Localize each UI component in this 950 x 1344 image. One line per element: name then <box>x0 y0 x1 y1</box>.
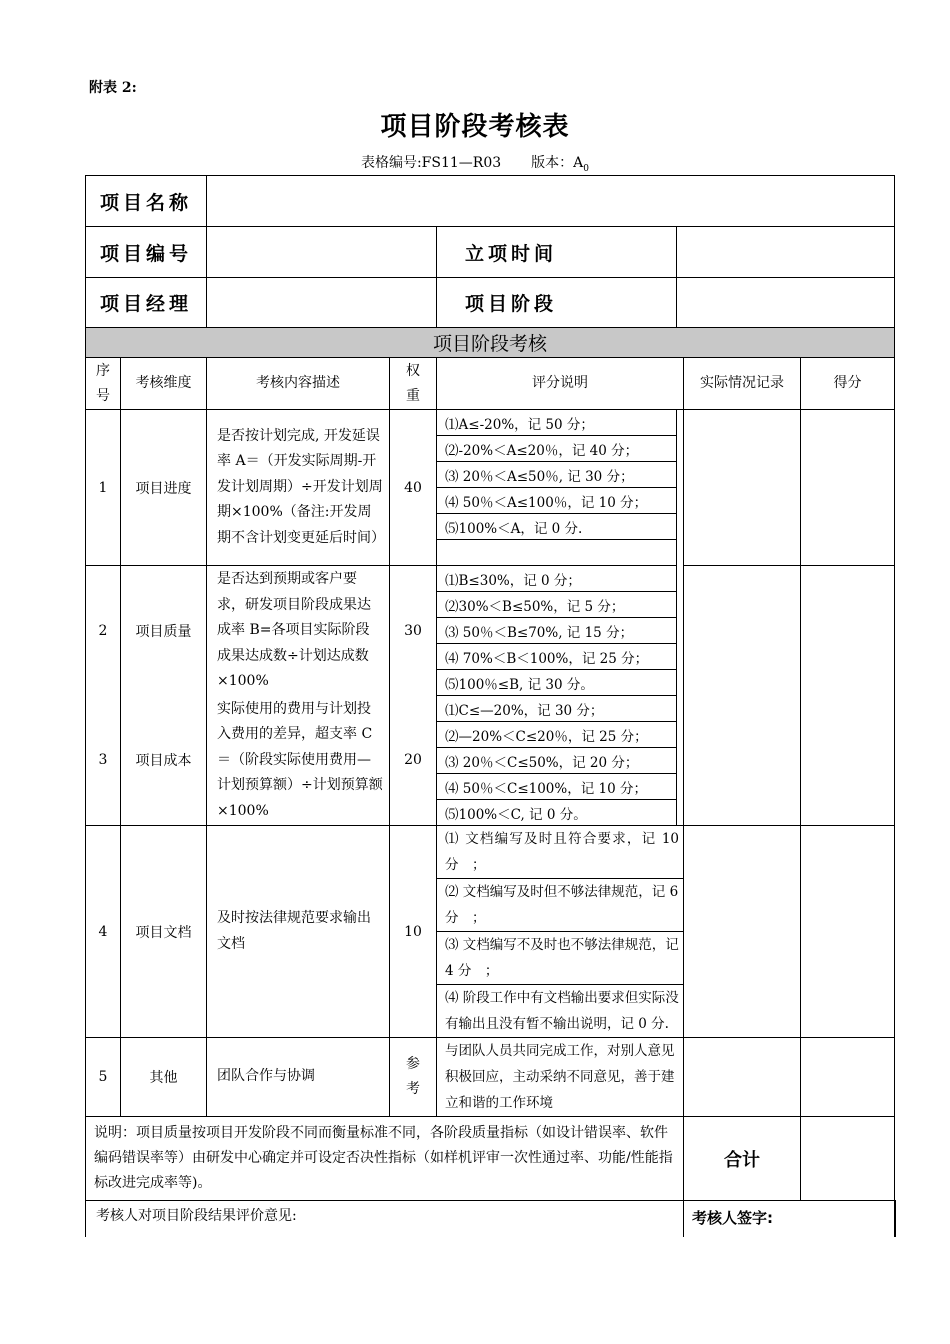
header-dimension: 考核维度 <box>121 358 207 410</box>
header-seq: 序号 <box>86 358 121 410</box>
row5-score-cell[interactable] <box>801 1038 895 1117</box>
section-title: 项目阶段考核 <box>86 328 895 358</box>
assessment-note: 说明：项目质量按项目开发阶段不同而衡量标准不同，各阶段质量指标（如设计错误率、软件编码错误率等）由研发中心确定并可设定否决性指标（如样机评审一次性通过率、功能/性能指标改进完成率等)。 <box>86 1117 684 1201</box>
row1-scoring-5: ⑸100%＜A，记 0 分. <box>437 514 677 540</box>
row3-description: 实际使用的费用与计划投入费用的差异，超支率 C＝（阶段实际使用费用—计划预算额）÷计划预算额×100% <box>207 696 390 826</box>
row1-scoring-1: ⑴A≤-20%，记 50 分； <box>437 410 677 436</box>
form-title: 项目阶段考核表 <box>380 112 570 142</box>
row4-scoring-2: ⑵ 文档编写及时但不够法律规范，记 6 分 ； <box>437 879 684 932</box>
header-record: 实际情况记录 <box>684 358 801 410</box>
row1-score-cell[interactable] <box>801 410 895 566</box>
row2-weight: 30 <box>390 566 437 696</box>
evaluation-label: 考核人对项目阶段结果评价意见: <box>86 1201 684 1238</box>
total-value-cell[interactable] <box>801 1117 895 1201</box>
rows2-3-score-cell[interactable] <box>801 566 895 826</box>
row2-scoring-4: ⑷ 70%＜B＜100%，记 25 分； <box>437 644 677 670</box>
signature-label: 考核人签字: <box>684 1201 895 1238</box>
row3-scoring-4: ⑷ 50％＜C≤100%，记 10 分； <box>437 774 677 800</box>
row4-weight: 10 <box>390 826 437 1038</box>
row5-scoring: 与团队人员共同完成工作，对别人意见积极回应，主动采纳不同意见，善于建立和谐的工作环境 <box>437 1038 684 1117</box>
project-stage-field[interactable] <box>677 278 895 328</box>
row1-seq: 1 <box>86 410 121 566</box>
row1-dimension: 项目进度 <box>121 410 207 566</box>
row4-dimension: 项目文档 <box>121 826 207 1038</box>
row4-scoring-4: ⑷ 阶段工作中有文档输出要求但实际没有输出且没有暂不输出说明，记 0 分. <box>437 985 684 1038</box>
row5-dimension: 其他 <box>121 1038 207 1117</box>
appendix-label: 附表 2: <box>89 80 137 96</box>
form-number: 表格编号:FS11—R03 <box>360 155 502 171</box>
project-manager-label: 项目经理 <box>86 278 207 328</box>
row4-description: 及时按法律规范要求输出文档 <box>207 826 390 1038</box>
row1-weight: 40 <box>390 410 437 566</box>
row3-seq: 3 <box>86 696 121 826</box>
version-subscript: 0 <box>583 163 590 174</box>
row2-scoring-1: ⑴B≤30%，记 0 分； <box>437 566 677 592</box>
row3-scoring-5: ⑸100%＜C, 记 0 分。 <box>437 800 677 826</box>
row3-scoring-2: ⑵—20%＜C≤20％，记 25 分； <box>437 722 677 748</box>
row1-scoring-4: ⑷ 50％＜A≤100％，记 10 分； <box>437 488 677 514</box>
row5-seq: 5 <box>86 1038 121 1117</box>
row1-scoring-2: ⑵-20%＜A≤20％，记 40 分； <box>437 436 677 462</box>
project-name-label: 项目名称 <box>86 176 207 227</box>
row2-dimension: 项目质量 <box>121 566 207 696</box>
row4-record-cell[interactable] <box>684 826 801 1038</box>
start-date-label: 立项时间 <box>437 227 677 278</box>
row5-weight: 参考 <box>390 1038 437 1117</box>
row1-scoring-spacer <box>437 540 677 566</box>
row2-scoring-3: ⑶ 50％＜B≤70%, 记 15 分； <box>437 618 677 644</box>
row2-scoring-2: ⑵30%＜B≤50%，记 5 分； <box>437 592 677 618</box>
row1-description: 是否按计划完成, 开发延误率 A＝（开发实际周期-开发计划周期）÷开发计划周期×100%（备注:开发周期不含计划变更延后时间） <box>207 410 390 566</box>
header-score: 得分 <box>801 358 895 410</box>
row2-scoring-5: ⑸100％≤B, 记 30 分。 <box>437 670 677 696</box>
row4-score-cell[interactable] <box>801 826 895 1038</box>
project-stage-label: 项目阶段 <box>437 278 677 328</box>
row5-record-cell[interactable] <box>684 1038 801 1117</box>
header-weight: 权重 <box>390 358 437 410</box>
row2-description: 是否达到预期或客户要求，研发项目阶段成果达成率 B=各项目实际阶段成果达成数÷计划达成数×100% <box>207 566 390 696</box>
row3-weight: 20 <box>390 696 437 826</box>
blank-gap <box>677 410 684 696</box>
project-manager-field[interactable] <box>207 278 437 328</box>
row5-description: 团队合作与协调 <box>207 1038 390 1117</box>
rows2-3-record-cell[interactable] <box>684 566 801 826</box>
row3-scoring-1: ⑴C≤—20%，记 30 分； <box>437 696 677 722</box>
project-number-label: 项目编号 <box>86 227 207 278</box>
row4-scoring-1: ⑴ 文档编写及时且符合要求，记 10 分 ； <box>437 826 684 879</box>
version-label: 版本：A <box>531 155 584 171</box>
row1-scoring-3: ⑶ 20％＜A≤50％, 记 30 分； <box>437 462 677 488</box>
form-number-line <box>0 152 950 174</box>
start-date-field[interactable] <box>677 227 895 278</box>
row3-scoring-3: ⑶ 20％＜C≤50%，记 20 分； <box>437 748 677 774</box>
row1-record-cell[interactable] <box>684 410 801 566</box>
assessment-table <box>85 175 896 1237</box>
header-content: 考核内容描述 <box>207 358 390 410</box>
project-number-field[interactable] <box>207 227 437 278</box>
total-label: 合计 <box>684 1117 801 1201</box>
row3-dimension: 项目成本 <box>121 696 207 826</box>
project-name-field[interactable] <box>207 176 895 227</box>
row4-scoring-3: ⑶ 文档编写不及时也不够法律规范，记 4 分 ； <box>437 932 684 985</box>
blank-gap-lower <box>677 696 684 826</box>
row4-seq: 4 <box>86 826 121 1038</box>
header-scoring: 评分说明 <box>437 358 684 410</box>
row2-seq: 2 <box>86 566 121 696</box>
